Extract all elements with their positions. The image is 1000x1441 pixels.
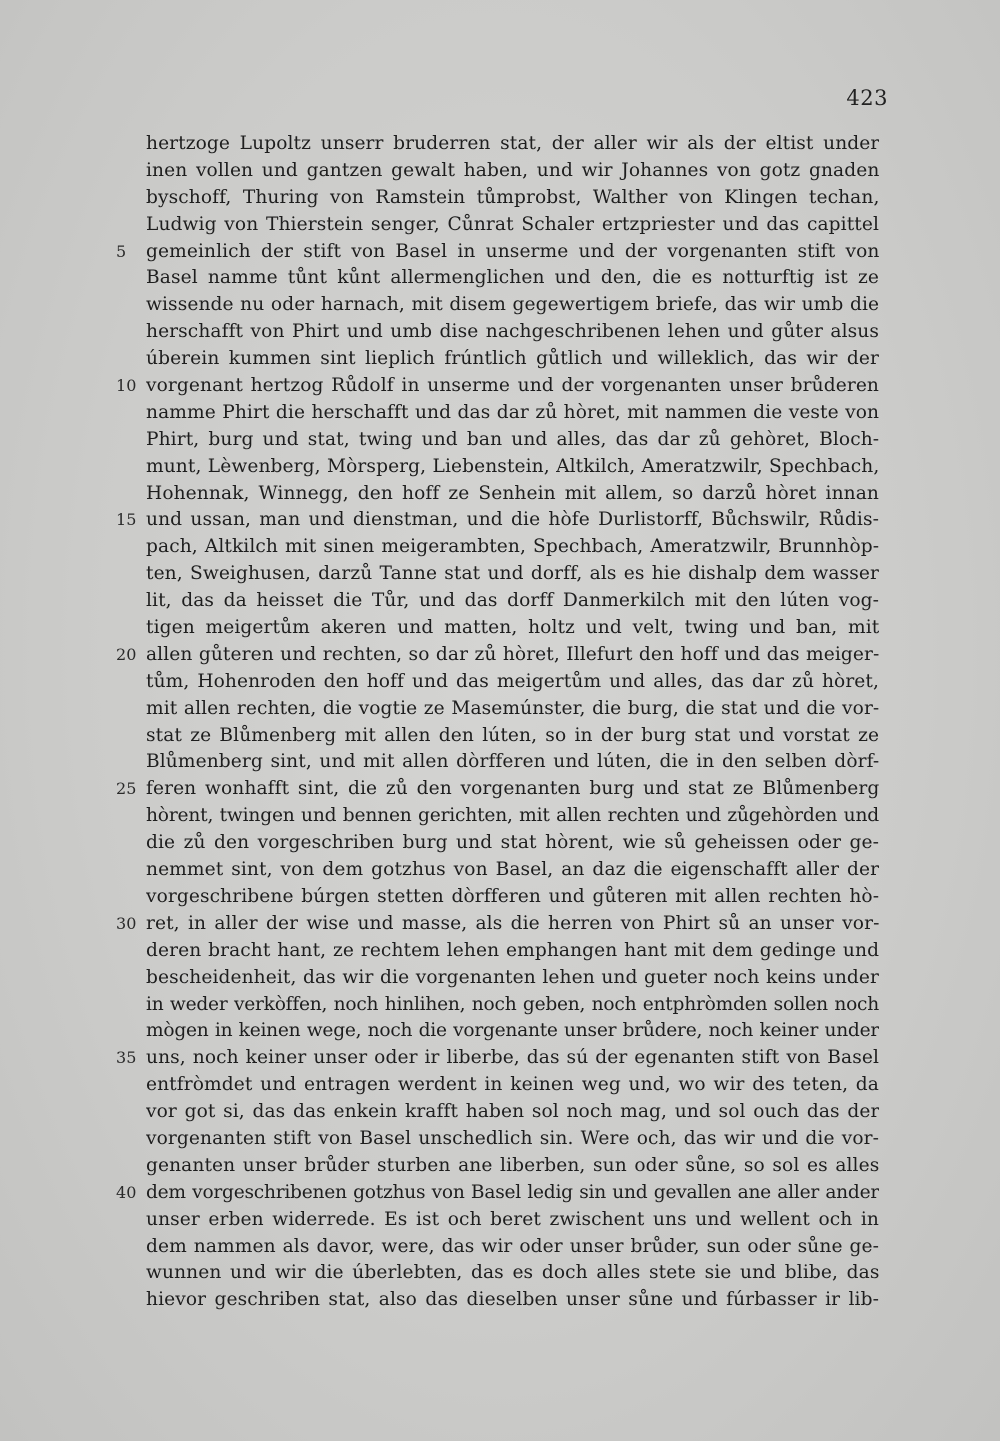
line-text: dem vorgeschribenen gotzhus von Basel ledig sin und gevallen ane aller ander xyxy=(146,1181,879,1203)
text-line xyxy=(146,669,879,696)
text-line xyxy=(146,1287,879,1314)
text-line xyxy=(116,373,879,400)
text-line xyxy=(146,696,879,723)
line-text: uns, noch keiner unser oder ir liberbe, das sú der egenanten stift von Basel xyxy=(146,1047,879,1069)
line-text: tům, Hohenroden den hoff und das meigertům und alles, das dar zů hòret, xyxy=(146,670,879,692)
line-text: lit, das da heisset die Tůr, und das dorff Danmerkilch mit den lúten vog- xyxy=(146,590,879,612)
line-number: 25 xyxy=(116,779,137,799)
text-line xyxy=(146,615,879,642)
text-line xyxy=(146,1207,879,1234)
line-text: hertzoge Lupoltz unserr bruderren stat, der aller wir als der eltist under xyxy=(146,133,879,154)
line-text: Hohennak, Winnegg, den hoff ze Senhein mit allem, so darzů hòret innan xyxy=(146,482,879,504)
text-line xyxy=(146,158,879,185)
text-line xyxy=(146,723,879,750)
text-line xyxy=(146,588,879,615)
text-line xyxy=(146,185,879,212)
line-text: dem nammen als davor, were, das wir oder unser brůder, sun oder sůne ge- xyxy=(146,1235,879,1257)
line-text: vorgeschribene búrgen stetten dòrfferen und gůteren mit allen rechten hò- xyxy=(146,885,879,907)
line-text: feren wonhafft sint, die zů den vorgenanten burg und stat ze Blůmenberg xyxy=(146,778,879,800)
text-line xyxy=(146,1099,879,1126)
line-text: allen gůteren und rechten, so dar zů hòret, Illefurt den hoff und das meiger- xyxy=(146,643,879,665)
line-text: herschafft von Phirt und umb dise nachgeschribenen lehen und gůter alsus xyxy=(146,321,879,343)
line-text: vorgenant hertzog Růdolf in unserme und der vorgenanten unser brůderen xyxy=(146,375,879,397)
line-text: und ussan, man und dienstman, und die hòfe Durlistorff, Bůchswilr, Růdis- xyxy=(146,509,879,531)
text-line xyxy=(146,212,879,239)
line-text: hievor geschriben stat, also das dieselben unser sůne und fúrbasser ir lib- xyxy=(146,1289,879,1311)
line-number: 20 xyxy=(116,644,137,664)
text-line xyxy=(146,1153,879,1180)
line-text: stat ze Blůmenberg mit allen den lúten, so in der burg stat und vorstat ze xyxy=(146,724,879,746)
text-line xyxy=(146,131,879,158)
text-line xyxy=(146,319,879,346)
text-line xyxy=(146,534,879,561)
line-text: in weder verkòffen, noch hinlihen, noch geben, noch entphròmden sollen noch xyxy=(146,993,879,1015)
text-line xyxy=(116,911,879,938)
line-text: Ludwig von Thierstein senger, Cůnrat Schaler ertzpriester und das capittel xyxy=(146,213,879,235)
line-number: 40 xyxy=(116,1182,137,1202)
line-text: mit allen rechten, die vogtie ze Masemúnster, die burg, die stat und die vor- xyxy=(146,697,879,719)
text-line xyxy=(146,857,879,884)
line-text: die zů den vorgeschriben burg und stat hòrent, wie sů geheissen oder ge- xyxy=(146,832,879,854)
text-line xyxy=(146,803,879,830)
line-number: 15 xyxy=(116,510,137,530)
line-text: hòrent, twingen und bennen gerichten, mit allen rechten und zůgehòrden und xyxy=(146,805,879,827)
line-text: vorgenanten stift von Basel unschedlich sin. Were och, das wir und die vor- xyxy=(146,1127,879,1149)
line-number: 5 xyxy=(116,241,127,261)
line-text: deren bracht hant, ze rechtem lehen emphangen hant mit dem gedinge und xyxy=(146,939,879,961)
line-number: 10 xyxy=(116,376,137,396)
line-text: ten, Sweighusen, darzů Tanne stat und dorff, als es hie dishalp dem wasser xyxy=(146,563,879,585)
line-text: Basel namme tůnt kůnt allermenglichen und den, die es notturftig ist ze xyxy=(146,267,879,289)
text-line xyxy=(146,749,879,776)
text-line xyxy=(146,265,879,292)
line-text: namme Phirt die herschafft und das dar zů hòret, mit nammen die veste von xyxy=(146,401,879,423)
text-line xyxy=(146,830,879,857)
text-line xyxy=(146,427,879,454)
text-line xyxy=(146,1126,879,1153)
text-line xyxy=(146,1018,879,1045)
text-line xyxy=(116,1045,879,1072)
text-line xyxy=(116,1180,879,1207)
line-text: nemmet sint, von dem gotzhus von Basel, an daz die eigenschafft aller der xyxy=(146,859,879,881)
line-text: inen vollen und gantzen gewalt haben, und wir Johannes von gotz gnaden xyxy=(146,159,879,181)
line-text: bescheidenheit, das wir die vorgenanten lehen und gueter noch keins under xyxy=(146,966,879,988)
text-line xyxy=(146,1234,879,1261)
line-text: mògen in keinen wege, noch die vorgenante unser brůdere, noch keiner under xyxy=(146,1020,879,1042)
line-text: byschoff, Thuring von Ramstein tůmprobst, Walther von Klingen techan, xyxy=(146,186,879,208)
line-text: pach, Altkilch mit sinen meigerambten, Spechbach, Ameratzwilr, Brunnhòp- xyxy=(146,536,879,558)
text-line xyxy=(146,346,879,373)
line-number: 30 xyxy=(116,913,137,933)
text-line xyxy=(146,992,879,1019)
line-text: wissende nu oder harnach, mit disem gegewertigem briefe, das wir umb die xyxy=(146,294,879,316)
text-line xyxy=(146,1072,879,1099)
line-text: entfròmdet und entragen werdent in keinen weg und, wo wir des teten, da xyxy=(146,1074,879,1096)
line-text: Blůmenberg sint, und mit allen dòrfferen und lúten, die in den selben dòrf- xyxy=(146,751,879,773)
text-line xyxy=(146,884,879,911)
text-line xyxy=(116,776,879,803)
text-line xyxy=(146,454,879,481)
line-text: ret, in aller der wise und masse, als die herren von Phirt sů an unser vor- xyxy=(146,912,879,934)
line-text: úberein kummen sint lieplich frúntlich gůtlich und willeklich, das wir der xyxy=(146,348,879,370)
text-line xyxy=(146,292,879,319)
page-number: 423 xyxy=(846,86,888,110)
text-line xyxy=(116,239,879,266)
text-line xyxy=(146,1260,879,1287)
text-line xyxy=(146,965,879,992)
line-text: tigen meigertům akeren und matten, holtz und velt, twing und ban, mit xyxy=(146,617,879,639)
line-text: vor got si, das das enkein krafft haben sol noch mag, und sol ouch das der xyxy=(146,1101,879,1123)
text-line xyxy=(146,481,879,508)
line-text: munt, Lèwenberg, Mòrsperg, Liebenstein, Altkilch, Ameratzwilr, Spechbach, xyxy=(146,455,879,477)
text-line xyxy=(146,561,879,588)
text-line xyxy=(146,938,879,965)
line-text: wunnen und wir die úberlebten, das es doch alles stete sie und blibe, das xyxy=(146,1262,879,1284)
text-line xyxy=(116,642,879,669)
text-line xyxy=(146,400,879,427)
document-body xyxy=(116,131,879,1314)
line-text: unser erben widerrede. Es ist och beret zwischent uns und wellent och in xyxy=(146,1208,879,1230)
line-text: Phirt, burg und stat, twing und ban und alles, das dar zů gehòret, Bloch- xyxy=(146,428,879,450)
line-text: gemeinlich der stift von Basel in unserme und der vorgenanten stift von xyxy=(146,240,879,262)
line-text: genanten unser brůder sturben ane liberben, sun oder sůne, so sol es alles xyxy=(146,1154,879,1176)
text-line xyxy=(116,507,879,534)
line-number: 35 xyxy=(116,1048,137,1068)
